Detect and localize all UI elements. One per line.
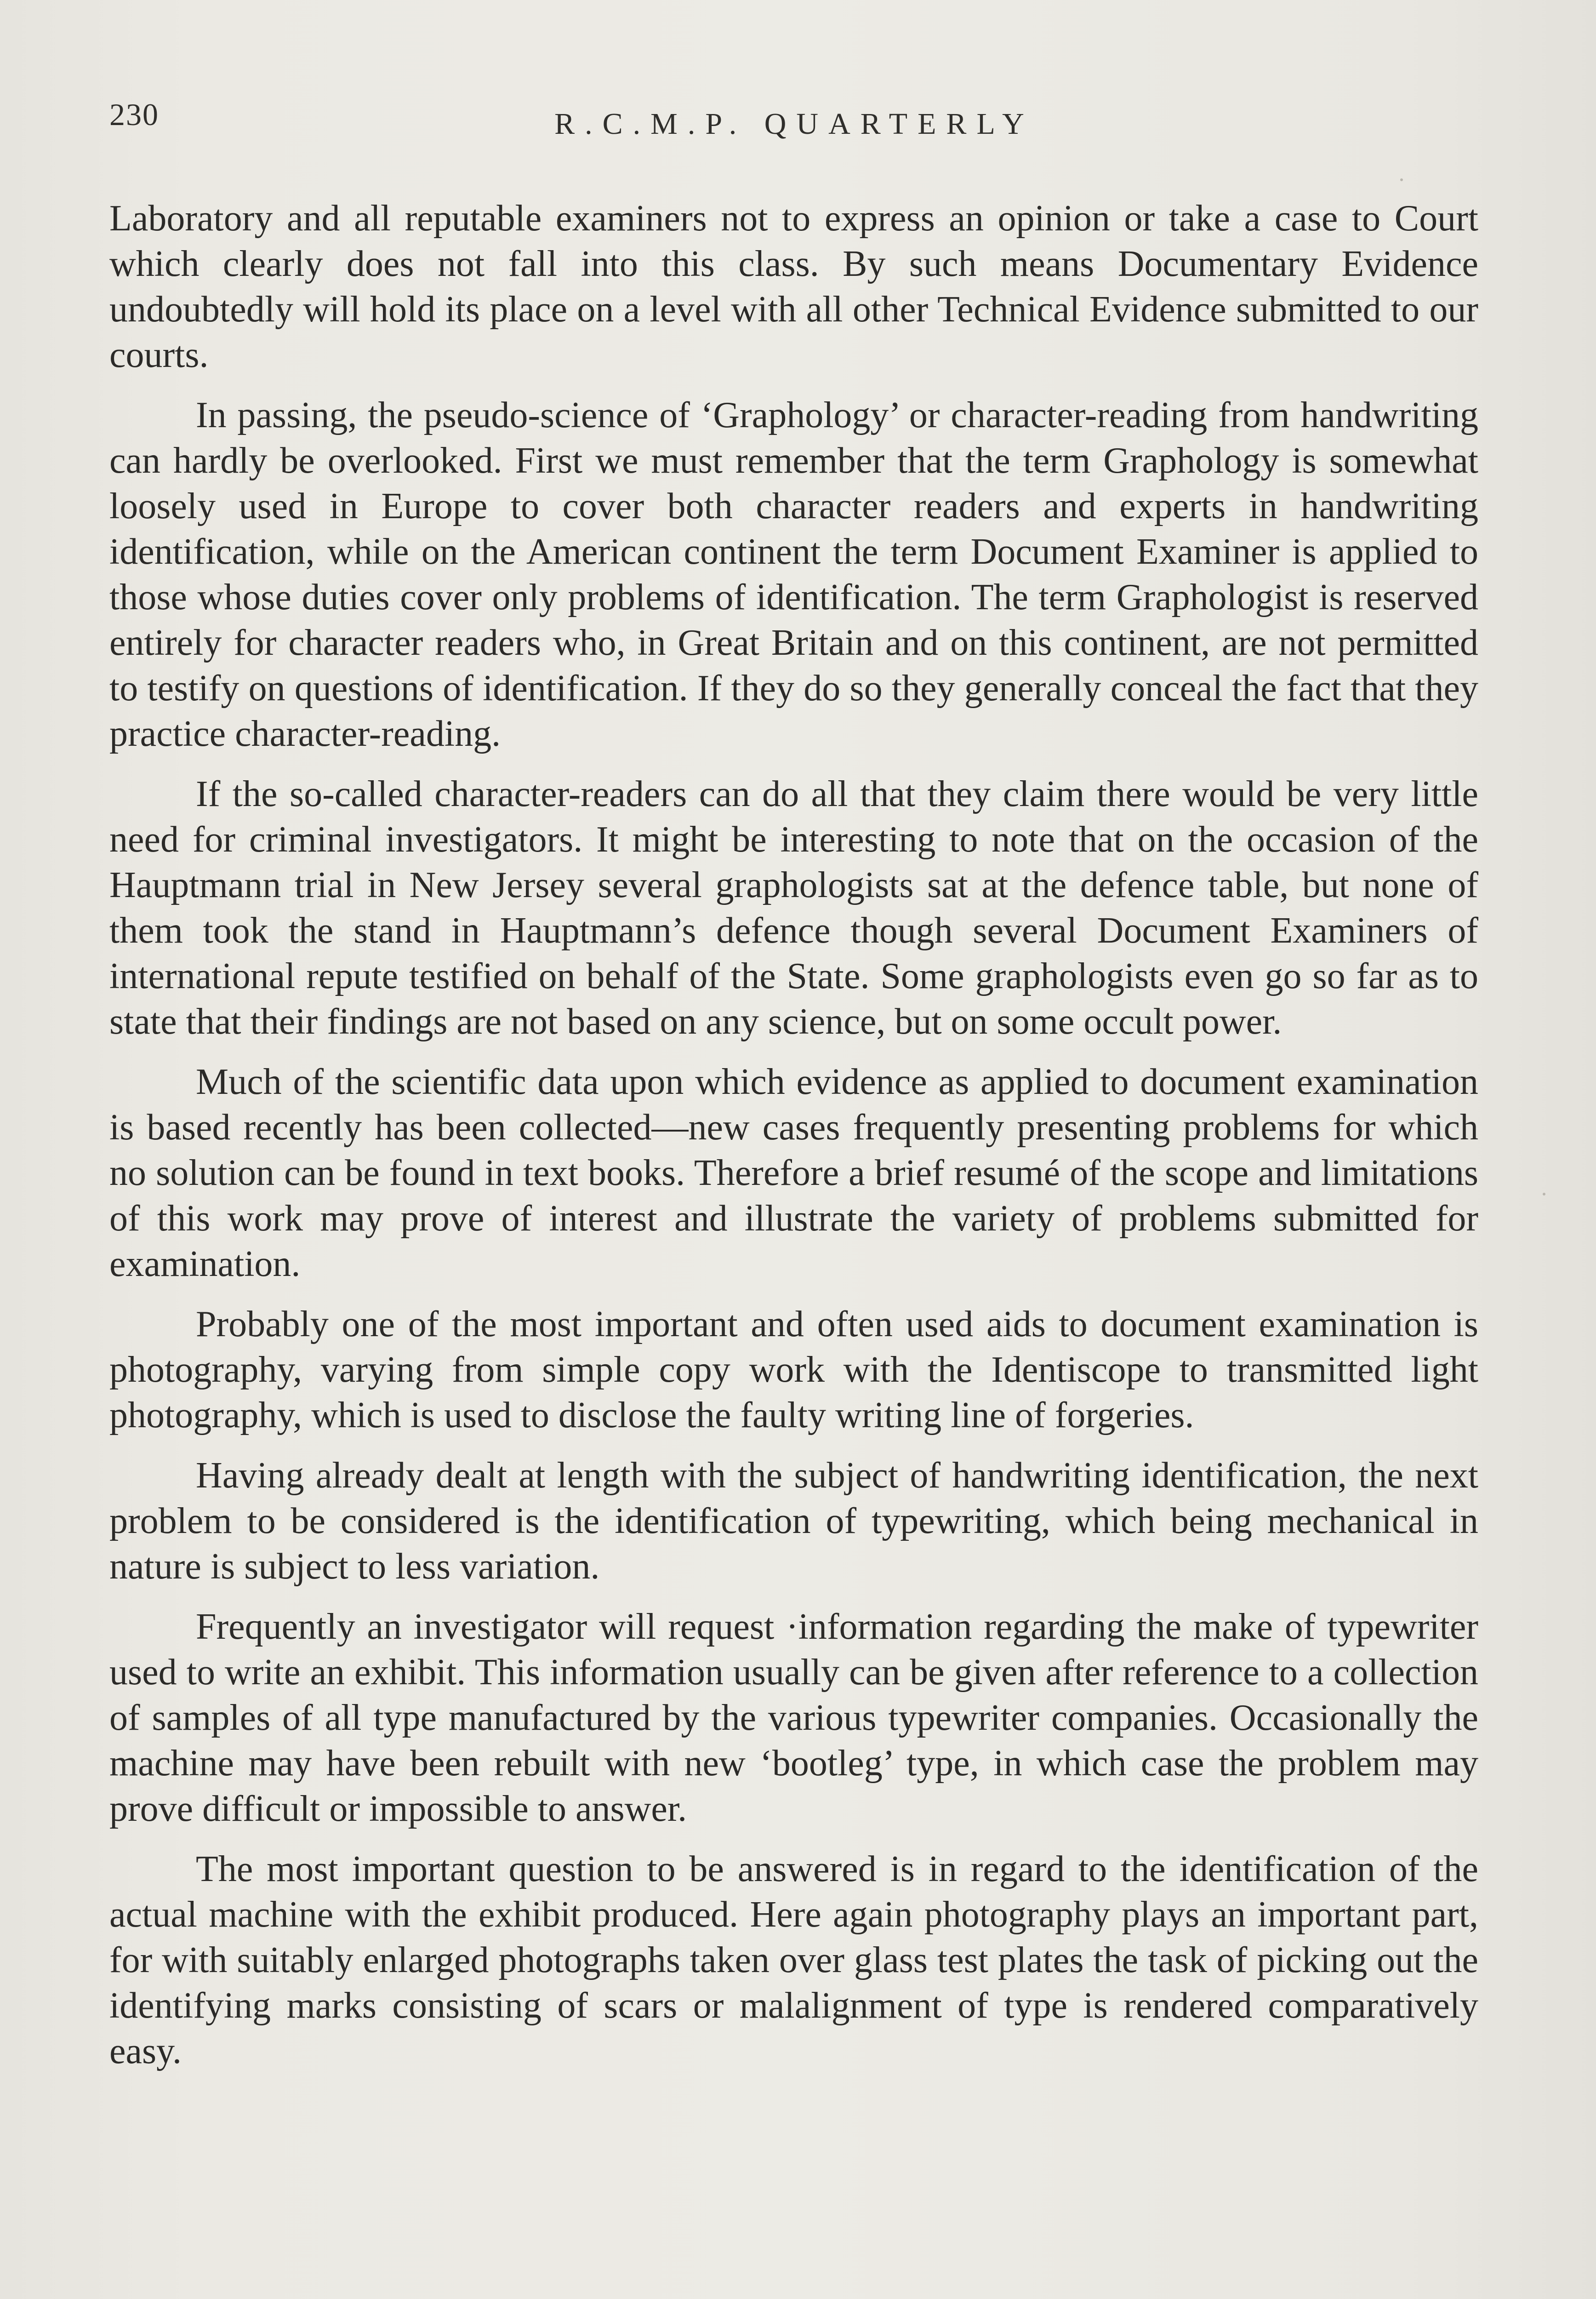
paragraph-8: The most important question to be answered is in regard to the identification of the actual machine with the exhibit produced. Here again photography plays an important part, for with suitably enlarged photographs taken over glass test plates the task of picking out the identifying marks consisting of scars or malalignment of type is rendered comparatively easy. [109, 1849, 1478, 2071]
paragraph-6: Having already dealt at length with the subject of handwriting identification, the next problem to be considered is the identification of typewriting, which being mechanical in nature is subject to less variation. [109, 1455, 1478, 1587]
paragraph-3: If the so-called character-readers can do all that they claim there would be very little need for criminal investigators. It might be interesting to note that on the occasion of the Hauptmann trial in New Jersey several graphologists sat at the defence table, but none of them took the stand in Hauptmann’s defence though several Document Examiners of international repute testified on behalf of the State. Some graphologists even go so far as to state that their findings are not based on any science, but on some occult power. [109, 774, 1478, 1042]
article-body [109, 196, 1478, 2089]
page-header [109, 97, 1479, 152]
paragraph-1: Laboratory and all reputable examiners not to express an opinion or take a case to Court which clearly does not fall into this class. By such means Documentary Evidence undoubtedly will hold its place on a level with all other Technical Evidence submitted to our courts. [109, 198, 1478, 375]
running-head: R.C.M.P. QUARTERLY [554, 107, 1034, 141]
page-number: 230 [109, 97, 159, 132]
paragraph-4: Much of the scientific data upon which evidence as applied to document examination is based recently has been collected—new cases frequently presenting problems for which no solution can be found in text books. Therefore a brief resumé of the scope and limitations of this work may prove of interest and illustrate the variety of problems submitted for examination. [109, 1062, 1478, 1284]
paragraph-5: Probably one of the most important and often used aids to document examination is photography, varying from simple copy work with the Identiscope to transmitted light photography, which is used to disclose the faulty writing line of forgeries. [109, 1304, 1478, 1435]
paper-speck [1400, 178, 1403, 181]
paragraph-7: Frequently an investigator will request ·information regarding the make of typewriter used to write an exhibit. This information usually can be given after reference to a collection of samples of all type manufactured by the various typewriter companies. Occasionally the machine may have been rebuilt with new ‘bootleg’ type, in which case the problem may prove difficult or impossible to answer. [109, 1607, 1478, 1829]
paper-speck [1543, 1193, 1545, 1195]
paragraph-2: In passing, the pseudo-science of ‘Graphology’ or character-reading from handwriting can hardly be overlooked. First we must remember that the term Graphology is somewhat loosely used in Europe to cover both character readers and experts in handwriting identification, while on the American continent the term Document Examiner is applied to those whose duties cover only problems of identification. The term Graphologist is reserved entirely for character readers who, in Great Britain and on this continent, are not permitted to testify on questions of identification. If they do so they generally conceal the fact that they practice character-reading. [109, 395, 1478, 754]
